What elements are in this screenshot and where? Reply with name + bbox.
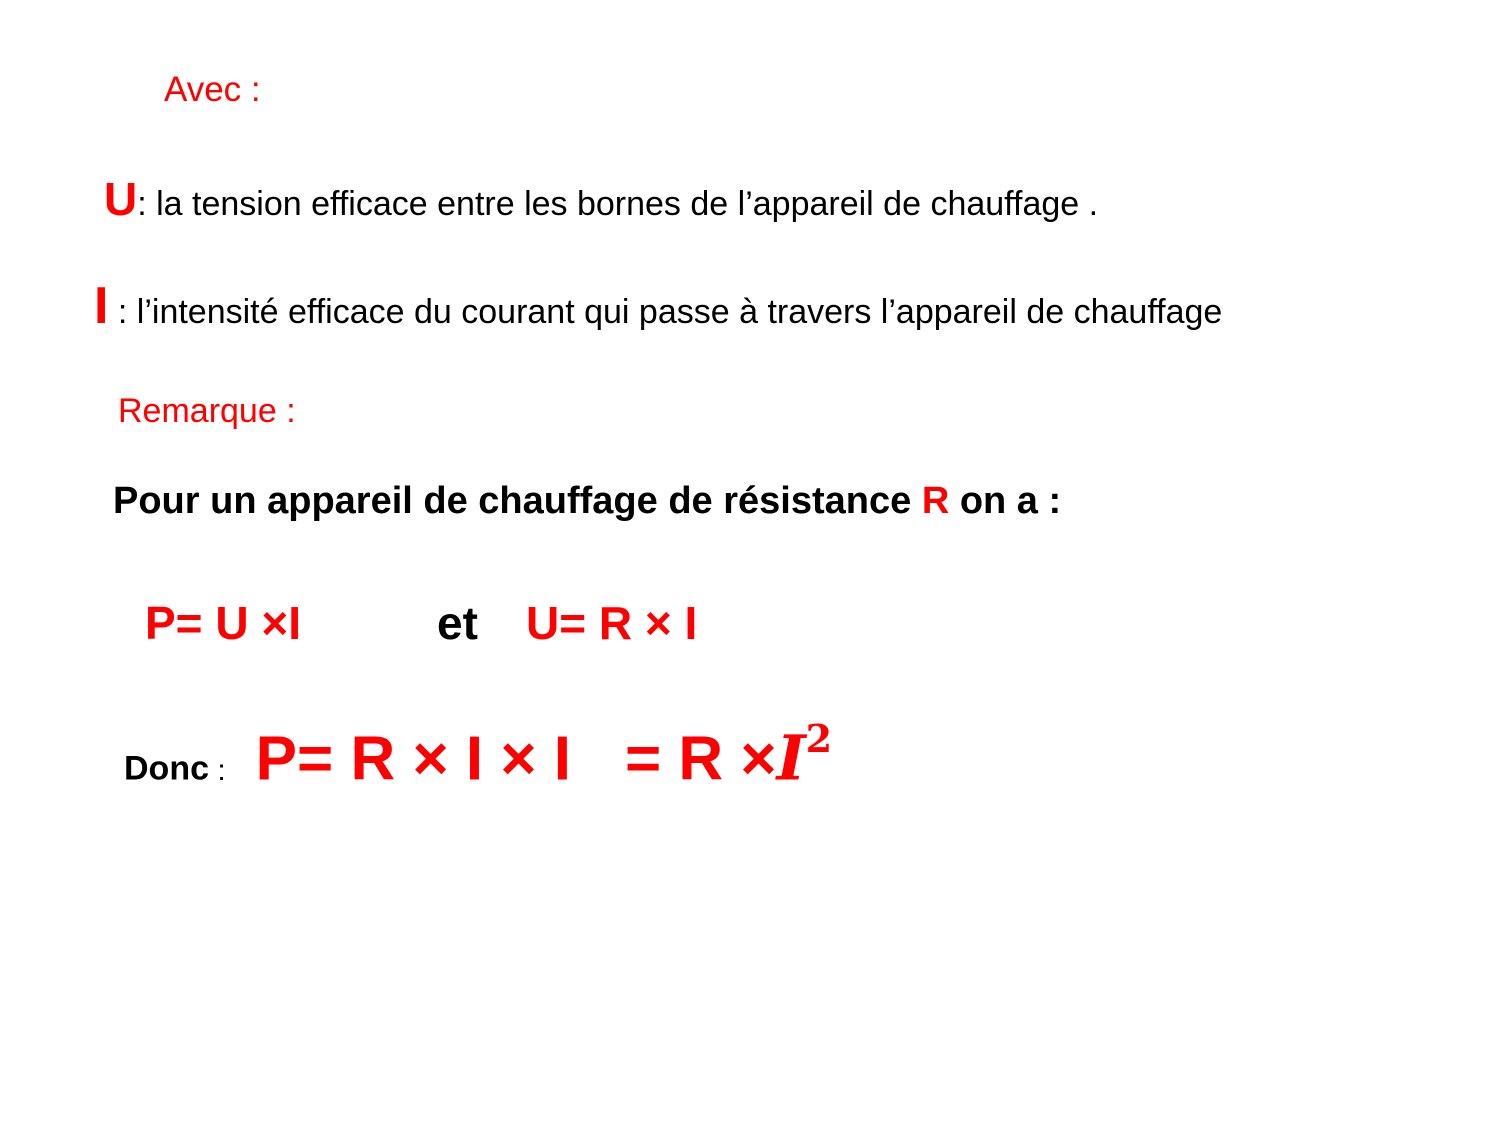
definition-u [104,173,1099,225]
avec-heading: Avec : [164,70,261,109]
remarque-heading: Remarque : [118,392,296,430]
conclusion-result-exponent: 2 [805,716,833,761]
formula-connector: et [437,597,478,649]
i-definition-text: : l’intensité efficace du courant qui passe à travers l’appareil de chauffage [108,293,1223,331]
donc-colon: : [209,753,226,787]
conclusion-result-variable: I [776,721,806,795]
definition-i [94,277,1223,335]
u-symbol: U [104,173,138,225]
conclusion-line [124,716,833,795]
formula-line [145,597,698,649]
statement-text-before: Pour un appareil de chauffage de résistance [113,480,922,522]
conclusion-expression: P= R × I × I [255,724,571,794]
i-symbol: I [94,277,109,335]
resistance-statement [113,482,1061,520]
statement-text-after: on a : [949,480,1062,522]
r-symbol: R [921,480,950,522]
power-formula: P= U ×I [145,597,301,649]
u-definition-text: : la tension efficace entre les bornes de l’appareil de chauffage . [137,185,1099,223]
ohm-law-formula: U= R × I [526,597,698,649]
donc-label: Donc [124,749,209,788]
conclusion-result-prefix: = R × [625,724,777,794]
